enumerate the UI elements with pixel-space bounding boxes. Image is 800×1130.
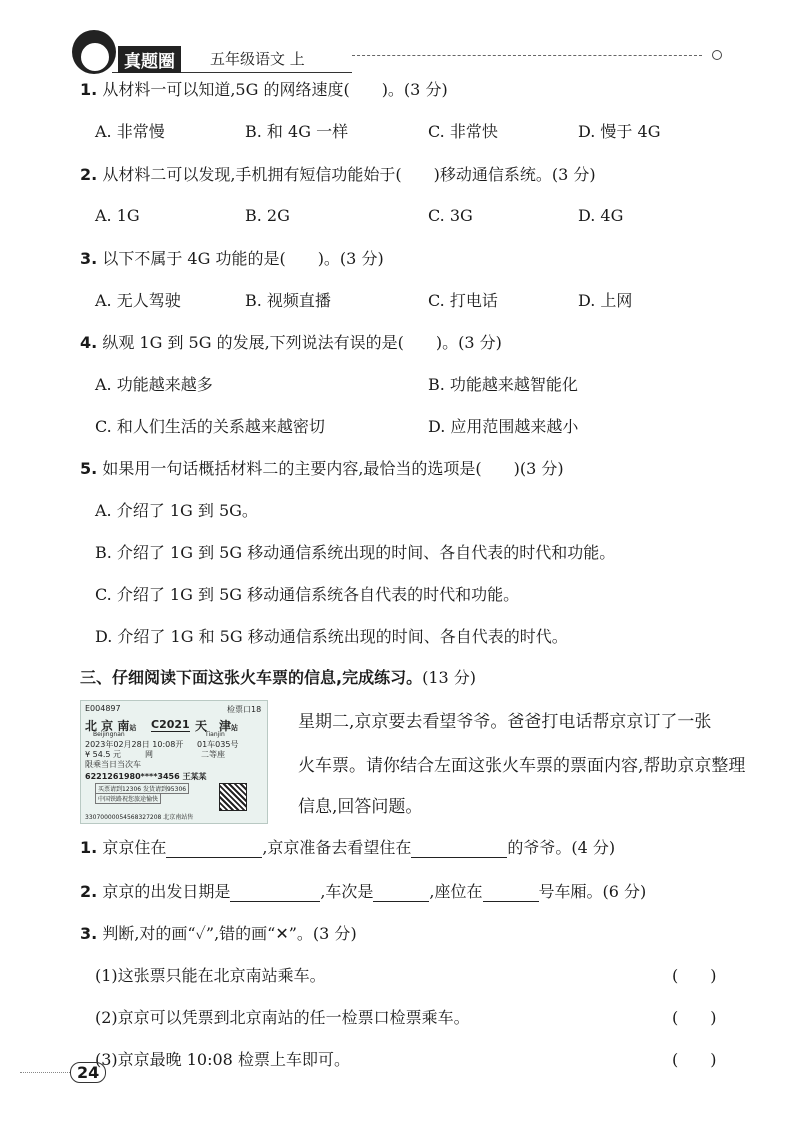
ticket-serial: E004897 <box>85 704 121 713</box>
q3-option-a: A. 无人驾驶 <box>95 291 181 310</box>
ticket-id: 6221261980****3456 王某某 <box>85 772 207 781</box>
q2-option-c: C. 3G <box>428 206 473 225</box>
train-ticket <box>80 700 268 824</box>
ticket-price-note: 网 <box>145 750 153 759</box>
q3-option-b: B. 视频直播 <box>245 291 331 310</box>
brand-title: 真题圈 <box>118 46 181 73</box>
footer-dotted-line <box>20 1072 70 1073</box>
ticket-train: C2021 <box>151 718 190 731</box>
q5-option-c: C. 介绍了 1G 到 5G 移动通信系统各自代表的时代和功能。 <box>95 585 520 604</box>
section-3-title: 三、仔细阅读下面这张火车票的信息,完成练习。(13 分) <box>80 668 477 687</box>
ticket-stamp-1: 买票请到12306 发货请到95306 <box>95 783 189 794</box>
s3-question-1: 1. 京京住在 ,京京准备去看望住在 的爷爷。(4 分) <box>80 838 616 857</box>
question-5: 5. 如果用一句话概括材料二的主要内容,最恰当的选项是( )(3 分) <box>80 459 564 478</box>
intro-line-2: 火车票。请你结合左面这张火车票的票面内容,帮助京京整理 <box>298 756 746 776</box>
q2-option-a: A. 1G <box>95 206 140 225</box>
ticket-seat: 01车035号 <box>197 740 239 749</box>
mascot-face-icon <box>80 42 110 72</box>
judge-paren-3[interactable]: ( ) <box>672 1050 717 1069</box>
s3-question-2: 2. 京京的出发日期是 ,车次是 ,座位在 号车厢。(6 分) <box>80 882 647 901</box>
page-number: 24 <box>70 1062 106 1083</box>
q2-option-d: D. 4G <box>578 206 624 225</box>
ticket-stamp-2: 中国铁路祝您旅途愉快 <box>95 793 161 804</box>
blank-grandpa-city[interactable] <box>411 857 507 858</box>
question-3: 3. 以下不属于 4G 功能的是( )。(3 分) <box>80 249 384 268</box>
ticket-footer-code: 33070000054568327208 北京南站售 <box>85 814 194 821</box>
blank-residence[interactable] <box>166 857 262 858</box>
q5-option-b: B. 介绍了 1G 到 5G 移动通信系统出现的时间、各自代表的时代和功能。 <box>95 543 616 562</box>
blank-car[interactable] <box>483 901 539 902</box>
header-circle-icon <box>712 50 722 60</box>
q1-option-a: A. 非常慢 <box>95 122 165 141</box>
question-4: 4. 纵观 1G 到 5G 的发展,下列说法有误的是( )。(3 分) <box>80 333 502 352</box>
grade-label: 五年级语文 上 <box>210 50 305 68</box>
q1-option-b: B. 和 4G 一样 <box>245 122 349 141</box>
q5-option-d: D. 介绍了 1G 和 5G 移动通信系统出现的时间、各自代表的时代。 <box>95 627 568 646</box>
q1-option-d: D. 慢于 4G <box>578 122 661 141</box>
intro-line-3: 信息,回答问题。 <box>298 797 423 817</box>
ticket-class: 二等座 <box>201 750 225 759</box>
question-2: 2. 从材料二可以发现,手机拥有短信功能始于( )移动通信系统。(3 分) <box>80 165 596 184</box>
ticket-to-pinyin: Tianjin <box>205 731 225 738</box>
question-1: 1. 从材料一可以知道,5G 的网络速度( )。(3 分) <box>80 80 448 99</box>
q4-option-c: C. 和人们生活的关系越来越密切 <box>95 417 325 436</box>
ticket-from: 北 京 南站 <box>85 719 137 733</box>
ticket-note: 限乘当日当次车 <box>85 760 141 769</box>
q1-option-c: C. 非常快 <box>428 122 498 141</box>
q4-option-d: D. 应用范围越来越小 <box>428 417 579 436</box>
ticket-from-pinyin: Beijingnan <box>93 731 125 738</box>
judge-paren-1[interactable]: ( ) <box>672 966 717 985</box>
blank-date[interactable] <box>230 901 320 902</box>
q5-option-a: A. 介绍了 1G 到 5G。 <box>95 501 258 520</box>
q3-option-d: D. 上网 <box>578 291 633 310</box>
q3-option-c: C. 打电话 <box>428 291 498 310</box>
intro-line-1: 星期二,京京要去看望爷爷。爸爸打电话帮京京订了一张 <box>298 712 712 732</box>
q2-option-b: B. 2G <box>245 206 290 225</box>
judge-item-2: (2)京京可以凭票到北京南站的任一检票口检票乘车。 <box>95 1008 470 1027</box>
header-dash-line <box>352 55 702 56</box>
ticket-qr-code-icon <box>219 783 247 811</box>
q4-option-a: A. 功能越来越多 <box>95 375 213 394</box>
ticket-gate: 检票口18 <box>227 705 262 714</box>
judge-item-3: (3)京京最晚 10:08 检票上车即可。 <box>95 1050 350 1069</box>
ticket-price: ¥ 54.5 元 <box>85 750 121 759</box>
judge-item-1: (1)这张票只能在北京南站乘车。 <box>95 966 326 985</box>
judge-paren-2[interactable]: ( ) <box>672 1008 717 1027</box>
ticket-to: 天 津站 <box>195 719 239 733</box>
q4-option-b: B. 功能越来越智能化 <box>428 375 578 394</box>
s3-question-3: 3. 判断,对的画“✓”,错的画“✕”。(3 分) <box>80 924 357 943</box>
ticket-datetime: 2023年02月28日 10:08开 <box>85 740 184 749</box>
blank-train[interactable] <box>373 901 429 902</box>
